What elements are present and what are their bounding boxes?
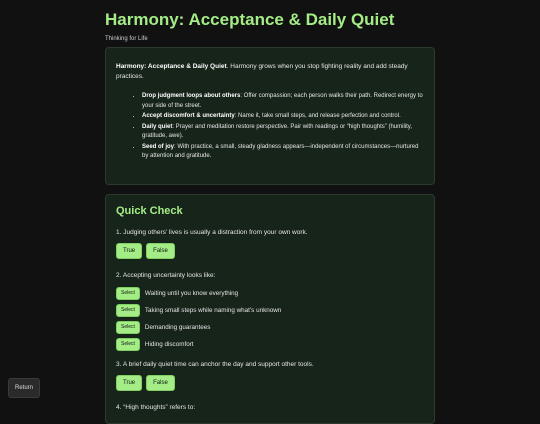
option-text: Demanding guarantees — [144, 323, 211, 331]
bullet-bold: Drop judgment loops about others — [142, 93, 241, 99]
question-1: 1. Judging others’ lives is usually a distraction from your own work. — [116, 229, 308, 236]
intro-lead-text: . Harmony grows when you stop fighting reality and add steady practices. — [116, 63, 408, 80]
question-2: 2. Accepting uncertainty looks like: — [116, 272, 216, 279]
q1-false-button[interactable]: False — [146, 243, 175, 259]
option-row — [116, 337, 424, 351]
option-text: Taking small steps while naming what’s unknown — [144, 306, 282, 314]
quiz-title: Quick Check — [116, 205, 183, 217]
return-button[interactable]: Return — [8, 378, 40, 398]
option-row — [116, 303, 424, 317]
bullet-text: : With practice, a small, steady gladness appears—independent of circumstances—nurtured by attention and gratitude. — [142, 143, 419, 159]
q3-true-button[interactable]: True — [116, 375, 142, 391]
bullet-bold: Accept discomfort & uncertainty — [142, 113, 235, 119]
bullet-item — [142, 123, 424, 142]
q1-true-button[interactable]: True — [116, 243, 142, 259]
q3-false-button[interactable]: False — [146, 375, 175, 391]
intro-bullet-list — [116, 92, 424, 162]
intro-card — [105, 47, 435, 185]
option-row — [116, 320, 424, 334]
question-3-answers — [116, 375, 424, 391]
bullet-bold: Daily quiet — [142, 123, 173, 130]
option-row — [116, 286, 424, 300]
question-3: 3. A brief daily quiet time can anchor the day and support other tools. — [116, 361, 314, 368]
quiz-card — [105, 194, 435, 424]
page-title: Harmony: Acceptance & Daily Quiet — [105, 10, 395, 29]
bullet-bold: Seed of joy — [142, 143, 175, 150]
q2-option-1-select-button[interactable]: Select — [116, 287, 140, 300]
bullet-text: : Offer compassion; each person walks their path. Redirect energy to your side of the street. — [142, 93, 423, 109]
bullet-item — [142, 112, 424, 122]
option-text: Waiting until you know everything — [144, 289, 239, 297]
q2-option-4-select-button[interactable]: Select — [116, 338, 140, 351]
bullet-item — [142, 143, 424, 162]
question-1-answers — [116, 243, 424, 259]
intro-paragraph — [116, 62, 424, 82]
page-subtitle: Thinking for Life — [105, 36, 148, 42]
bullet-item — [142, 92, 424, 111]
bullet-text: : Name it, take small steps, and release perfection and control. — [234, 113, 401, 119]
q2-option-2-select-button[interactable]: Select — [116, 304, 140, 317]
option-text: Hiding discomfort — [144, 340, 194, 348]
q2-option-3-select-button[interactable]: Select — [116, 321, 140, 334]
question-4: 4. “High thoughts” refers to: — [116, 404, 196, 411]
question-2-options — [116, 286, 424, 351]
bullet-text: : Prayer and meditation restore perspective. Pair with readings or “high thoughts” (humility, gratitude, awe). — [142, 123, 413, 139]
intro-lead-bold: Harmony: Acceptance & Daily Quiet — [116, 63, 227, 70]
